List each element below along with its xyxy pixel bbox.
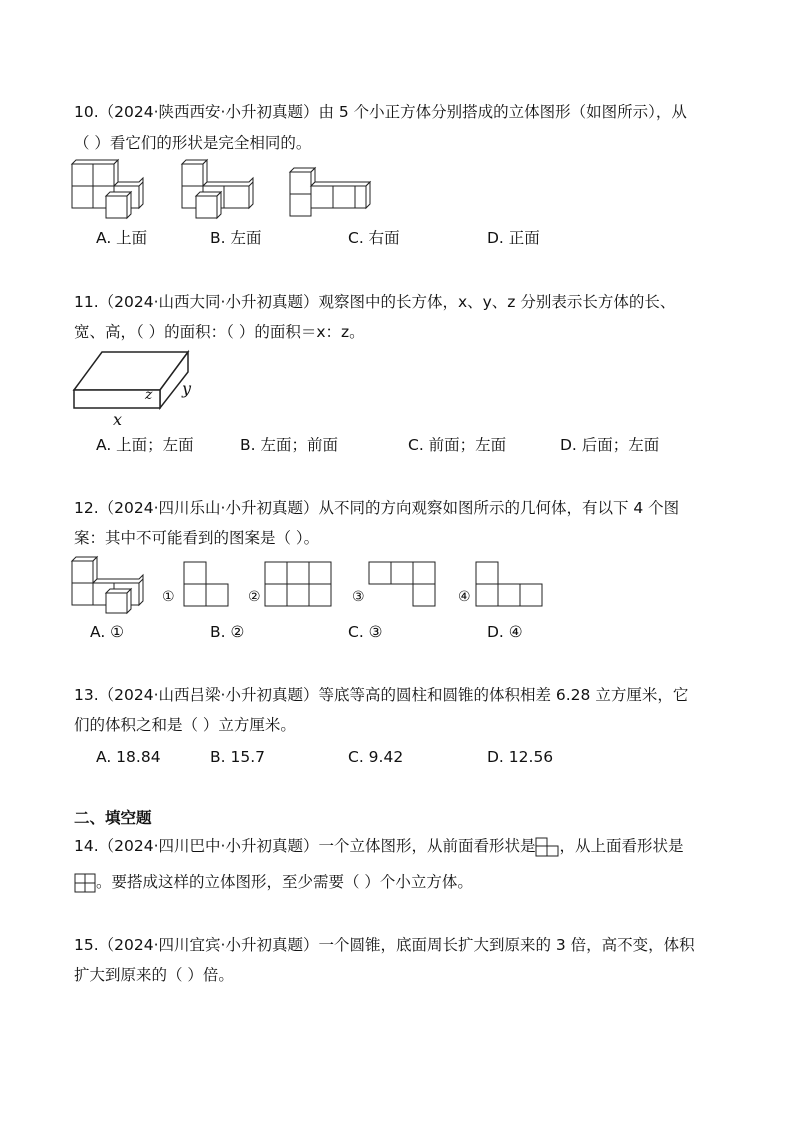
q14-stem-line1 (74, 835, 683, 857)
q11-option-a[interactable]: A. 上面；左面 (96, 436, 194, 454)
q12-option-a[interactable]: A. ① (90, 623, 125, 641)
q10-figure-1 (72, 160, 147, 222)
q10-figure-3 (290, 168, 372, 220)
q11-label-y: y (182, 379, 192, 398)
q12-pattern-2 (265, 562, 335, 608)
q14-stem-part2: ，从上面看形状是 (559, 837, 684, 855)
q13-option-d[interactable]: D. 12.56 (487, 748, 554, 766)
q15-stem-line1: 15.（2024·四川宜宾·小升初真题）一个圆锥，底面周长扩大到原来的 3 倍，高不变，体积 (74, 936, 695, 954)
q12-stem-line2: 案：其中不可能看到的图案是（ ）。 (74, 529, 320, 547)
q13-option-a[interactable]: A. 18.84 (96, 748, 161, 766)
q11-label-z: z (145, 387, 153, 403)
q12-marker-2: ② (248, 589, 261, 605)
q11-option-d[interactable]: D. 后面；左面 (560, 436, 660, 454)
q15-stem-line2: 扩大到原来的（ ）倍。 (74, 966, 234, 984)
q12-marker-1: ① (162, 589, 175, 605)
q11-stem-line1: 11.（2024·山西大同·小升初真题）观察图中的长方体，x、y、z 分别表示长方体的长、 (74, 293, 676, 311)
q11-option-c[interactable]: C. 前面；左面 (408, 436, 507, 454)
q12-pattern-4 (476, 562, 546, 608)
q10-stem-line1: 10.（2024·陕西西安·小升初真题）由 5 个小正方体分别搭成的立体图形（如图所示），从 (74, 103, 687, 121)
q10-option-c[interactable]: C. 右面 (348, 229, 400, 247)
q10-option-d[interactable]: D. 正面 (487, 229, 540, 247)
q11-option-b[interactable]: B. 左面；前面 (240, 436, 338, 454)
q14-top-view-icon (74, 873, 96, 893)
q14-stem-line2 (74, 871, 473, 893)
q14-stem-part1: 14.（2024·四川巴中·小升初真题）一个立体图形，从前面看形状是 (74, 837, 536, 855)
q13-option-c[interactable]: C. 9.42 (348, 748, 404, 766)
q12-marker-3: ③ (352, 589, 365, 605)
q11-label-x: x (113, 410, 123, 429)
q13-option-b[interactable]: B. 15.7 (210, 748, 265, 766)
q12-stem-line1: 12.（2024·四川乐山·小升初真题）从不同的方向观察如图所示的几何体，有以下 4 个图 (74, 499, 680, 517)
q12-option-c[interactable]: C. ③ (348, 623, 383, 641)
section-heading-fill-in: 二、填空题 (74, 809, 152, 827)
q12-solid-figure (72, 557, 147, 615)
q13-stem-line2: 们的体积之和是（ ）立方厘米。 (74, 716, 296, 734)
q10-option-a[interactable]: A. 上面 (96, 229, 148, 247)
q10-figure-2 (182, 160, 257, 222)
q13-stem-line1: 13.（2024·山西吕梁·小升初真题）等底等高的圆柱和圆锥的体积相差 6.28 立方厘米，它 (74, 686, 689, 704)
q12-pattern-1 (184, 562, 232, 608)
q12-option-d[interactable]: D. ④ (487, 623, 523, 641)
q11-cuboid-figure (74, 350, 194, 412)
q10-stem-line2: （ ）看它们的形状是完全相同的。 (74, 134, 312, 152)
q14-stem-part3: 。要搭成这样的立体图形，至少需要（ ）个小立方体。 (96, 873, 473, 891)
q10-option-b[interactable]: B. 左面 (210, 229, 262, 247)
q12-option-b[interactable]: B. ② (210, 623, 245, 641)
q11-stem-line2: 宽、高，（ ）的面积：（ ）的面积＝x：z。 (74, 323, 365, 341)
q12-pattern-3 (369, 562, 439, 608)
q14-front-view-icon (535, 837, 559, 857)
q12-marker-4: ④ (458, 589, 471, 605)
